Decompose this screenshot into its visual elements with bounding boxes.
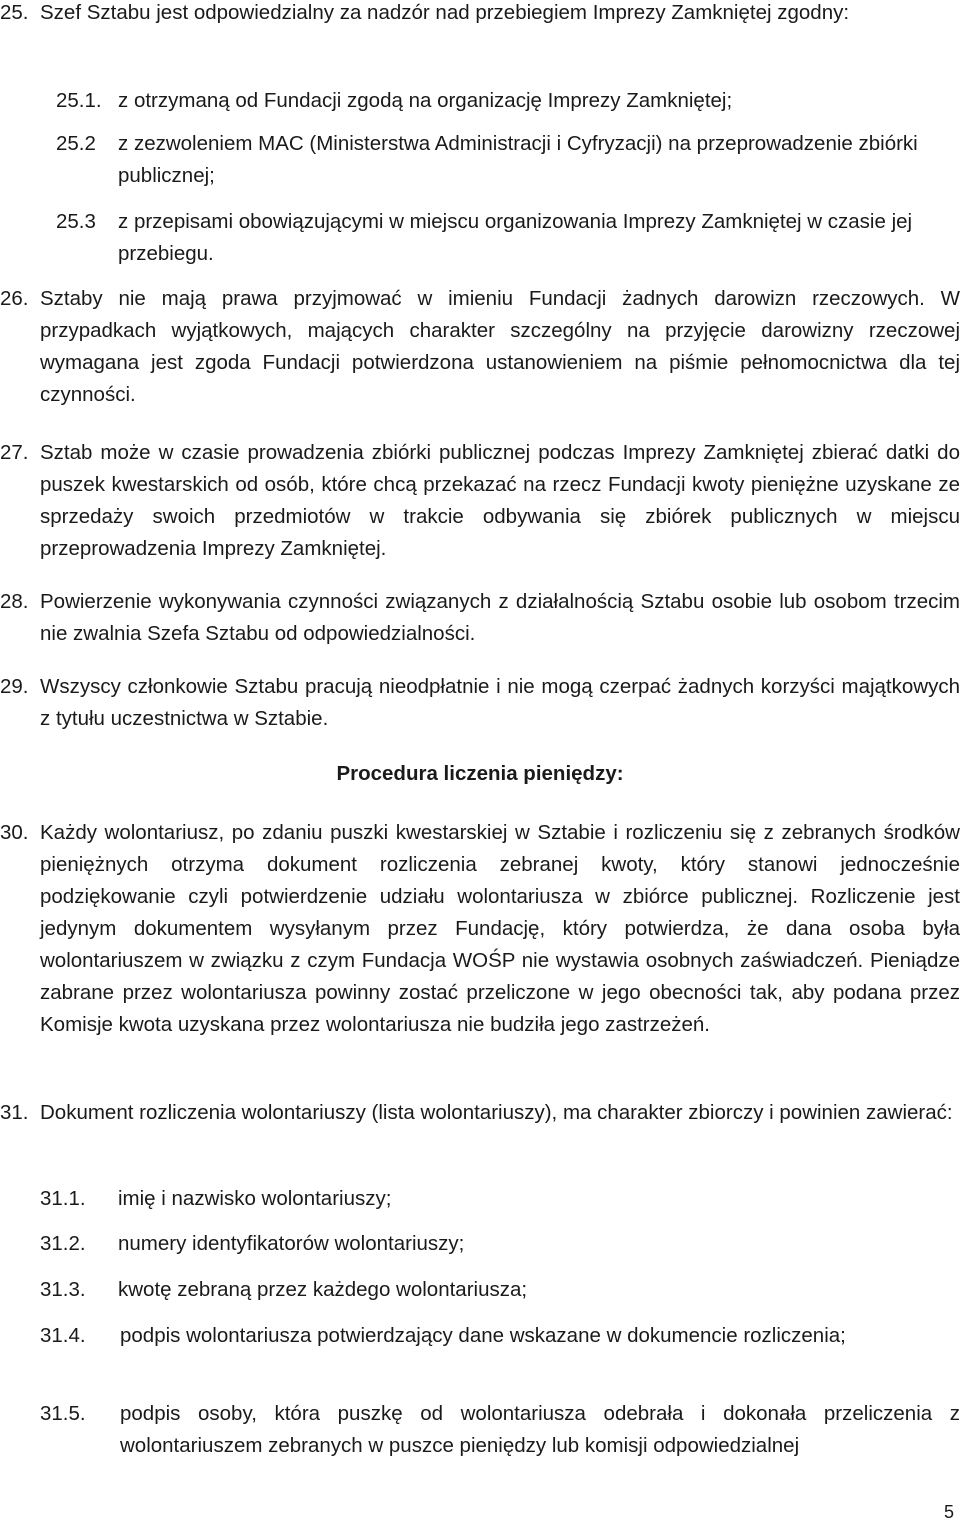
subitem-number: 25.1. [56,89,102,112]
section-text: Powierzenie wykonywania czynności związanych z działalnością Sztabu osobie lub osobom trzecim nie zwalnia Szefa Sztabu od odpowiedzialności. [40,590,960,645]
section-number: 29. [0,675,29,698]
subitem-text: z przepisami obowiązującymi w miejscu organizowania Imprezy Zamkniętej w czasie jej przebiegu. [118,210,913,265]
section-31 [0,1097,960,1129]
subitem-text: z zezwoleniem MAC (Ministerstwa Administracji i Cyfryzacji) na przeprowadzenie zbiórki publicznej; [118,132,918,187]
subitem-number: 25.3 [56,210,96,233]
subitem-25-1 [0,85,960,117]
subitem-text: z otrzymaną od Fundacji zgodą na organizację Imprezy Zamkniętej; [118,89,733,112]
section-number: 28. [0,590,29,613]
subitem-text: imię i nazwisko wolontariuszy; [118,1187,392,1210]
subitem-text: podpis osoby, która puszkę od wolontariusza odebrała i dokonała przeliczenia z wolontariuszem zebranych w puszce pieniędzy lub komisji odpowiedzialnej [120,1402,960,1457]
section-number: 25. [0,1,29,24]
section-text: Dokument rozliczenia wolontariuszy (lista wolontariuszy), ma charakter zbiorczy i powinien zawierać: [40,1101,953,1124]
subitem-31-3 [0,1274,960,1306]
section-27 [0,437,960,565]
subitem-text: kwotę zebraną przez każdego wolontariusza; [118,1278,528,1301]
section-number: 27. [0,441,29,464]
subitem-text: podpis wolontariusza potwierdzający dane wskazane w dokumencie rozliczenia; [120,1324,846,1347]
subitem-31-1 [0,1183,960,1215]
subitem-number: 31.2. [40,1232,86,1255]
subitem-25-2 [0,128,960,192]
section-number: 26. [0,287,29,310]
section-heading: Procedura liczenia pieniędzy: [336,762,624,785]
subitem-number: 25.2 [56,132,96,155]
section-30 [0,817,960,1041]
section-text: Sztaby nie mają prawa przyjmować w imieniu Fundacji żadnych darowizn rzeczowych. W przypadkach wyjątkowych, mających charakter szczególny na przyjęcie darowizny rzeczowej wymagana jest zgoda Fundacji potwierdzona ustanowieniem na piśmie pełnomocnictwa dla tej czynności. [40,287,960,406]
page-number: 5 [943,1502,954,1522]
section-text: Szef Sztabu jest odpowiedzialny za nadzór nad przebiegiem Imprezy Zamkniętej zgodny: [40,1,850,24]
subitem-number: 31.4. [40,1324,86,1347]
subitem-31-4 [0,1320,960,1352]
subitem-text: numery identyfikatorów wolontariuszy; [118,1232,465,1255]
subitem-number: 31.5. [40,1402,86,1425]
subitem-number: 31.1. [40,1187,86,1210]
subitem-number: 31.3. [40,1278,86,1301]
section-28 [0,586,960,650]
section-25 [0,0,960,29]
subitem-31-5 [0,1398,960,1462]
section-number: 31. [0,1101,29,1124]
section-29 [0,671,960,735]
section-text: Wszyscy członkowie Sztabu pracują nieodpłatnie i nie mogą czerpać żadnych korzyści majątkowych z tytułu uczestnictwa w Sztabie. [40,675,960,730]
section-text: Każdy wolontariusz, po zdaniu puszki kwestarskiej w Sztabie i rozliczeniu się z zebranych środków pieniężnych otrzyma dokument rozliczenia zebranej kwoty, który stanowi jednocześnie podziękowanie czyli potwierdzenie udziału wolontariusza w zbiórce publicznej. Rozliczenie jest jedynym dokumentem wysyłanym przez Fundację, który potwierdza, że dana osoba była wolontariuszem w związku z czym Fundacja WOŚP nie wystawia osobnych zaświadczeń. Pieniądze zabrane przez wolontariusza powinny zostać przeliczone w jego obecności tak, aby podana przez Komisje kwota uzyskana przez wolontariusza nie budziła jego zastrzeżeń. [40,821,960,1036]
section-text: Sztab może w czasie prowadzenia zbiórki publicznej podczas Imprezy Zamkniętej zbierać datki do puszek kwestarskich od osób, które chcą przekazać na rzecz Fundacji kwoty pieniężne uzyskane ze sprzedaży swoich przedmiotów w trakcie odbywania się zbiórek publicznych w miejscu przeprowadzenia Imprezy Zamkniętej. [40,441,960,560]
subitem-31-2 [0,1228,960,1260]
subitem-25-3 [0,206,960,270]
section-number: 30. [0,821,29,844]
section-26 [0,283,960,411]
